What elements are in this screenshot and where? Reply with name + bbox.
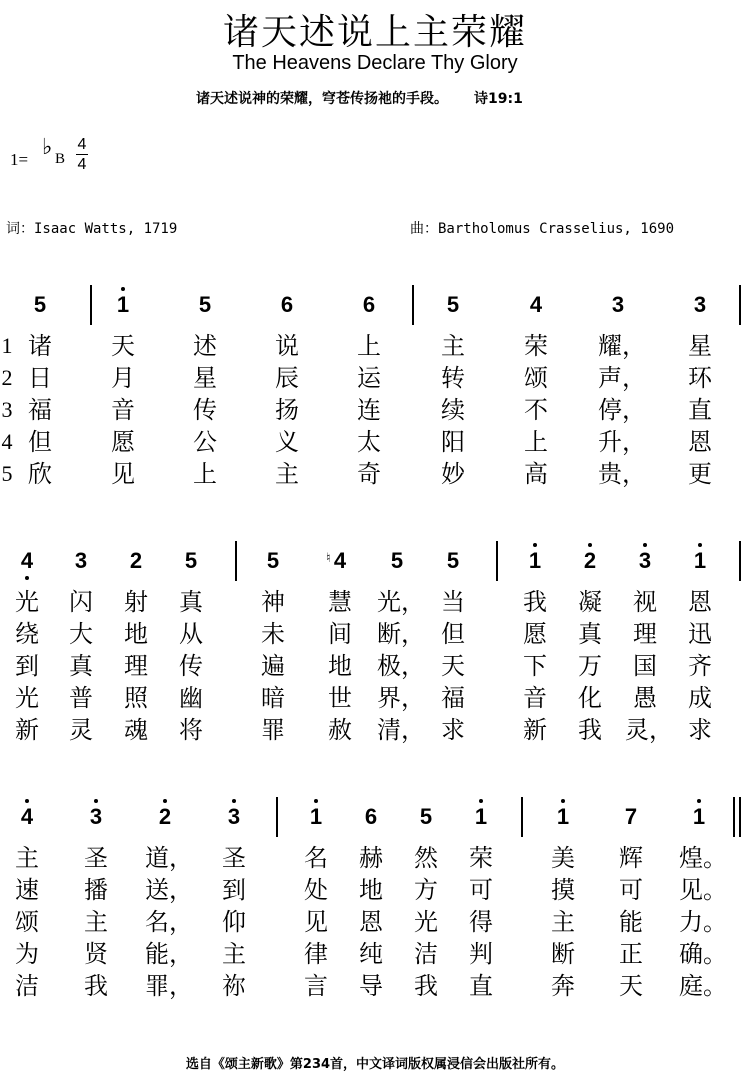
jianpu-note (377, 548, 417, 574)
natural-sign: ♮ (326, 550, 331, 565)
lyric-syllable: 纯 (359, 940, 383, 968)
bar-line (739, 541, 741, 581)
lyric-syllable: 光 (15, 684, 39, 712)
lyric-syllable: 直 (688, 396, 712, 424)
lyric-syllable: 太 (357, 428, 381, 456)
lyric-syllable: 更 (688, 460, 712, 488)
key-note: B (55, 151, 66, 167)
jianpu-note (611, 804, 651, 830)
lyric-syllable: 正 (619, 940, 643, 968)
lyric-syllable: 当 (441, 588, 465, 616)
lyric-syllable: 求 (441, 716, 465, 744)
lyric-syllable: 化 (578, 684, 602, 712)
jianpu-note (351, 804, 391, 830)
jianpu-note (625, 548, 665, 574)
jianpu-note (267, 292, 307, 318)
lyric-syllable: 愿 (523, 620, 547, 648)
verse-number: 4 (1, 429, 13, 454)
lyric-syllable: 遍 (261, 652, 285, 680)
lyric-syllable: 神 (261, 588, 285, 616)
note-number: 1 (309, 804, 323, 829)
note-number: 6 (364, 804, 378, 829)
jianpu-note (20, 292, 60, 318)
note-number: 6 (280, 292, 294, 317)
lyric-syllable: 魂 (124, 716, 148, 744)
lyric-syllable: 大 (69, 620, 93, 648)
lyric-syllable: 转 (441, 364, 465, 392)
lyric-syllable: 言 (304, 972, 328, 1000)
lyric-syllable: 幽 (179, 684, 203, 712)
note-number: 5 (266, 548, 280, 573)
lyric-syllable: 界， (377, 684, 425, 712)
lyric-syllable: 地 (124, 620, 148, 648)
lyric-syllable: 视 (633, 588, 657, 616)
note-number: 3 (89, 804, 103, 829)
lyric-syllable: 我 (578, 716, 602, 744)
note-number: 5 (184, 548, 198, 573)
lyric-syllable: 天 (111, 332, 135, 360)
lyric-syllable: 暗 (261, 684, 285, 712)
jianpu-note (116, 548, 156, 574)
lyric-syllable: 洁 (15, 972, 39, 1000)
lyric-syllable: 美 (551, 844, 575, 872)
lyric-syllable: 导 (359, 972, 383, 1000)
lyric-syllable: 律 (304, 940, 328, 968)
lyric-syllable: 方 (414, 876, 438, 904)
lyric-syllable: 说 (275, 332, 299, 360)
lyric-syllable: 日 (28, 364, 52, 392)
bar-line (235, 541, 237, 581)
lyric-syllable: 地 (328, 652, 352, 680)
jianpu-note (185, 292, 225, 318)
jianpu-note (516, 292, 556, 318)
note-number: 4 (20, 548, 34, 573)
lyric-syllable: 传 (193, 396, 217, 424)
lyric-syllable: 我 (523, 588, 547, 616)
note-number: 4 (20, 804, 34, 829)
lyric-syllable: 得 (469, 908, 493, 936)
note-number: 5 (419, 804, 433, 829)
lyric-syllable: 可 (469, 876, 493, 904)
lyric-syllable: 公 (193, 428, 217, 456)
bar-line (90, 285, 92, 325)
note-number: 3 (74, 548, 88, 573)
lyric-syllable: 恩 (688, 588, 712, 616)
lyric-syllable: 扬 (275, 396, 299, 424)
scripture-text: 诸天述说神的荣耀，穹苍传扬祂的手段。 (196, 91, 448, 107)
note-number: 6 (362, 292, 376, 317)
jianpu-note (214, 804, 254, 830)
lyric-syllable: 煌。 (679, 844, 727, 872)
note-number: 5 (198, 292, 212, 317)
lyric-syllable: 阳 (441, 428, 465, 456)
lyric-syllable: 我 (84, 972, 108, 1000)
note-number: 4 (333, 548, 347, 573)
lyric-syllable: 世 (328, 684, 352, 712)
lyric-syllable: 求 (688, 716, 712, 744)
lyric-syllable: 但 (441, 620, 465, 648)
verse-number: 3 (1, 397, 13, 422)
note-number: 2 (158, 804, 172, 829)
lyric-syllable: 天 (619, 972, 643, 1000)
jianpu-note (515, 548, 555, 574)
lyric-syllable: 续 (441, 396, 465, 424)
jianpu-note (679, 804, 719, 830)
lyric-syllable: 罪， (145, 972, 193, 1000)
lyric-syllable: 主 (441, 332, 465, 360)
lyric-syllable: 间 (328, 620, 352, 648)
jianpu-note (7, 804, 47, 830)
lyric-syllable: 主 (275, 460, 299, 488)
lyric-syllable: 慧 (328, 588, 352, 616)
lyric-syllable: 照 (124, 684, 148, 712)
lyric-syllable: 名 (304, 844, 328, 872)
lyric-syllable: 贵， (598, 460, 646, 488)
lyric-syllable: 断 (551, 940, 575, 968)
bar-line (496, 541, 498, 581)
lyric-syllable: 摸 (551, 876, 575, 904)
lyric-syllable: 上 (357, 332, 381, 360)
verse-number: 5 (1, 461, 13, 486)
lyric-syllable: 星 (688, 332, 712, 360)
bar-line (521, 797, 523, 837)
lyric-syllable: 从 (179, 620, 203, 648)
lyric-syllable: 名， (145, 908, 193, 936)
lyric-syllable: 天 (441, 652, 465, 680)
lyric-syllable: 然 (414, 844, 438, 872)
note-number: 5 (446, 292, 460, 317)
jianpu-note (171, 548, 211, 574)
lyric-syllable: 绕 (15, 620, 39, 648)
lyric-syllable: 灵 (69, 716, 93, 744)
lyric-syllable: 福 (28, 396, 52, 424)
jianpu-note (433, 548, 473, 574)
lyric-syllable: 奇 (357, 460, 381, 488)
lyric-syllable: 光 (15, 588, 39, 616)
lyric-syllable: 主 (84, 908, 108, 936)
lyric-syllable: 凝 (578, 588, 602, 616)
lyric-syllable: 成 (688, 684, 712, 712)
lyric-syllable: 罪 (261, 716, 285, 744)
lyric-syllable: 祢 (222, 972, 246, 1000)
note-number: 2 (129, 548, 143, 573)
jianpu-note (253, 548, 293, 574)
lyric-syllable: 真 (69, 652, 93, 680)
lyric-syllable: 清， (377, 716, 425, 744)
bar-line (733, 797, 735, 837)
lyric-syllable: 见。 (679, 876, 727, 904)
note-number: 5 (33, 292, 47, 317)
lyric-syllable: 齐 (688, 652, 712, 680)
lyric-syllable: 停， (598, 396, 646, 424)
lyric-syllable: 国 (633, 652, 657, 680)
lyric-syllable: 但 (28, 428, 52, 456)
lyric-syllable: 奔 (551, 972, 575, 1000)
lyric-syllable: 欣 (28, 460, 52, 488)
lyric-syllable: 断， (377, 620, 425, 648)
note-number: 1 (116, 292, 130, 317)
verse-number: 1 (1, 333, 13, 358)
bar-line (276, 797, 278, 837)
composer-credit: 曲：Bartholomus Crasselius, 1690 (410, 221, 675, 237)
key-prefix: 1= (10, 150, 29, 169)
lyric-syllable: 送， (145, 876, 193, 904)
copyright-footer: 选自《颂主新歌》第234首，中文译词版权属浸信会出版社所有。 (185, 1057, 565, 1072)
note-number: 2 (583, 548, 597, 573)
note-number: 1 (556, 804, 570, 829)
jianpu-note (406, 804, 446, 830)
jianpu-note (145, 804, 185, 830)
jianpu-note (570, 548, 610, 574)
lyric-syllable: 不 (524, 396, 548, 424)
lyric-syllable: 圣 (222, 844, 246, 872)
lyric-syllable: 庭。 (679, 972, 727, 1000)
note-number: 3 (638, 548, 652, 573)
lyric-syllable: 耀， (598, 332, 646, 360)
lyric-syllable: 赦 (328, 716, 352, 744)
jianpu-note (76, 804, 116, 830)
note-number: 1 (528, 548, 542, 573)
jianpu-note (598, 292, 638, 318)
lyric-syllable: 能， (145, 940, 193, 968)
lyric-syllable: 高 (524, 460, 548, 488)
verse-number: 2 (1, 365, 13, 390)
lyric-syllable: 仰 (222, 908, 246, 936)
jianpu-note (61, 548, 101, 574)
lyric-syllable: 妙 (441, 460, 465, 488)
lyric-syllable: 可 (619, 876, 643, 904)
lyric-syllable: 将 (179, 716, 203, 744)
lyricist-credit: 词：Isaac Watts, 1719 (6, 221, 178, 237)
note-number: 1 (474, 804, 488, 829)
lyric-syllable: 到 (15, 652, 39, 680)
lyric-syllable: 能 (619, 908, 643, 936)
lyric-syllable: 我 (414, 972, 438, 1000)
lyric-syllable: 圣 (84, 844, 108, 872)
note-number: 3 (693, 292, 707, 317)
note-number: 4 (529, 292, 543, 317)
bar-line (739, 797, 741, 837)
lyric-syllable: 恩 (359, 908, 383, 936)
lyric-syllable: 新 (15, 716, 39, 744)
lyric-syllable: 辉 (619, 844, 643, 872)
lyric-syllable: 极， (377, 652, 425, 680)
jianpu-note (320, 548, 360, 574)
lyric-syllable: 上 (193, 460, 217, 488)
lyric-syllable: 主 (222, 940, 246, 968)
jianpu-note (296, 804, 336, 830)
lyric-syllable: 愚 (633, 684, 657, 712)
lyric-syllable: 洁 (414, 940, 438, 968)
lyric-syllable: 速 (15, 876, 39, 904)
bar-line (412, 285, 414, 325)
lyric-syllable: 传 (179, 652, 203, 680)
lyric-syllable: 确。 (679, 940, 727, 968)
lyric-syllable: 荣 (524, 332, 548, 360)
jianpu-note (349, 292, 389, 318)
lyric-syllable: 为 (15, 940, 39, 968)
lyric-syllable: 升， (598, 428, 646, 456)
bar-line (739, 285, 741, 325)
lyric-syllable: 运 (357, 364, 381, 392)
lyric-syllable: 主 (15, 844, 39, 872)
lyric-syllable: 射 (124, 588, 148, 616)
time-signature (76, 135, 88, 174)
lyric-syllable: 述 (193, 332, 217, 360)
lyric-syllable: 音 (111, 396, 135, 424)
jianpu-note (461, 804, 501, 830)
lyric-syllable: 音 (523, 684, 547, 712)
jianpu-note (7, 548, 47, 574)
lyric-syllable: 声， (598, 364, 646, 392)
jianpu-note (433, 292, 473, 318)
lyric-syllable: 见 (111, 460, 135, 488)
lyric-syllable: 理 (633, 620, 657, 648)
lyric-syllable: 力。 (679, 908, 727, 936)
hymn-title: 诸天述说上主荣耀 (222, 12, 527, 53)
lyric-syllable: 播 (84, 876, 108, 904)
flat-sign: ♭ (42, 135, 53, 160)
lyric-syllable: 灵， (625, 716, 673, 744)
note-number: 5 (390, 548, 404, 573)
lyric-syllable: 普 (69, 684, 93, 712)
lyric-syllable: 贤 (84, 940, 108, 968)
lyric-syllable: 连 (357, 396, 381, 424)
lyric-syllable: 真 (179, 588, 203, 616)
note-number: 5 (446, 548, 460, 573)
jianpu-note (680, 548, 720, 574)
jianpu-note (680, 292, 720, 318)
lyric-syllable: 处 (304, 876, 328, 904)
lyric-syllable: 荣 (469, 844, 493, 872)
lyric-syllable: 判 (469, 940, 493, 968)
lyric-syllable: 理 (124, 652, 148, 680)
lyric-syllable: 环 (688, 364, 712, 392)
lyric-syllable: 月 (111, 364, 135, 392)
lyric-syllable: 星 (193, 364, 217, 392)
hymn-subtitle: The Heavens Declare Thy Glory (232, 52, 518, 74)
jianpu-note (103, 292, 143, 318)
lyric-syllable: 诸 (28, 332, 52, 360)
note-number: 3 (227, 804, 241, 829)
scripture-reference: 诗19:1 (474, 91, 523, 107)
lyric-syllable: 福 (441, 684, 465, 712)
lyric-syllable: 地 (359, 876, 383, 904)
scripture-verse (196, 88, 523, 108)
jianpu-note (543, 804, 583, 830)
lyric-syllable: 见 (304, 908, 328, 936)
lyric-syllable: 道， (145, 844, 193, 872)
lyric-syllable: 义 (275, 428, 299, 456)
note-number: 1 (692, 804, 706, 829)
note-number: 1 (693, 548, 707, 573)
lyric-syllable: 辰 (275, 364, 299, 392)
lyric-syllable: 主 (551, 908, 575, 936)
lyric-syllable: 万 (578, 652, 602, 680)
note-number: 7 (624, 804, 638, 829)
lyric-syllable: 迅 (688, 620, 712, 648)
lyric-syllable: 到 (222, 876, 246, 904)
lyric-syllable: 颂 (524, 364, 548, 392)
time-signature-bottom: 4 (77, 156, 87, 173)
lyric-syllable: 闪 (69, 588, 93, 616)
time-signature-top: 4 (77, 136, 87, 153)
lyric-syllable: 真 (578, 620, 602, 648)
lyric-syllable: 光 (414, 908, 438, 936)
lyric-syllable: 赫 (359, 844, 383, 872)
lyric-syllable: 下 (523, 652, 547, 680)
lyric-syllable: 愿 (111, 428, 135, 456)
note-number: 3 (611, 292, 625, 317)
lyric-syllable: 直 (469, 972, 493, 1000)
lyric-syllable: 上 (524, 428, 548, 456)
lyric-syllable: 光， (377, 588, 425, 616)
lyric-syllable: 颂 (15, 908, 39, 936)
lyric-syllable: 恩 (688, 428, 712, 456)
lyric-syllable: 新 (523, 716, 547, 744)
lyric-syllable: 未 (261, 620, 285, 648)
